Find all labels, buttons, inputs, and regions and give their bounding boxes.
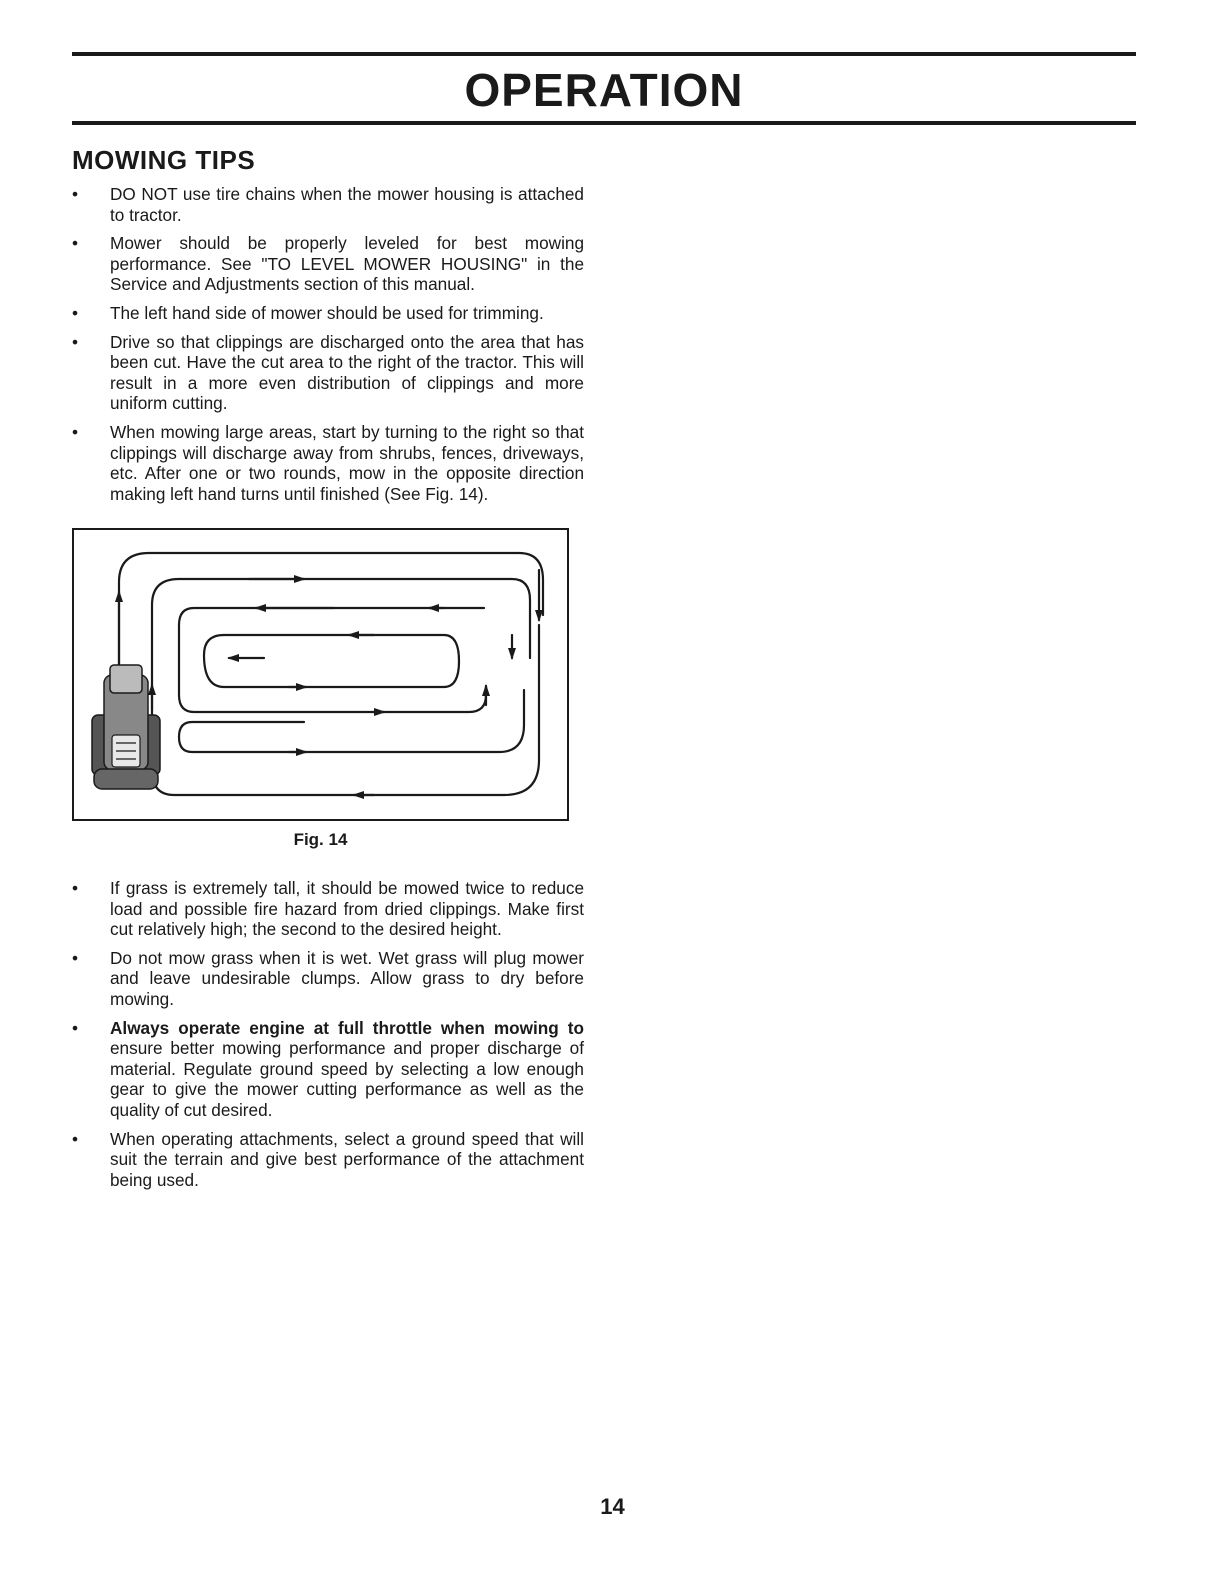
path-lap-2 (152, 579, 530, 710)
list-item-text: Mower should be properly leveled for best mowing performance. See "TO LEVEL MOWER HOUSING" in the Service and Adjustments section of this manual. (110, 233, 584, 295)
list-item (72, 303, 584, 324)
list-item-bold: Always operate engine at full throttle when mowing to (110, 1017, 584, 1038)
section-heading: MOWING TIPS (72, 145, 256, 175)
list-item (72, 948, 584, 1010)
bullet-icon: • (72, 302, 79, 323)
path-lap-1 (119, 553, 543, 668)
mowing-pattern-figure (72, 528, 569, 821)
figure-caption: Fig. 14 (293, 830, 348, 849)
bullet-icon: • (72, 184, 79, 204)
bullet-icon: • (72, 1128, 79, 1149)
page-number: 14 (600, 1494, 625, 1519)
tips-list-after (72, 878, 584, 1198)
list-item-text: Drive so that clippings are discharged onto the area that has been cut. Have the cut area to the right of the tractor. This will result in a more even distribution of clippings and more uniform cutting. (110, 331, 584, 414)
path-lap-3 (179, 608, 486, 712)
list-item-text: When mowing large areas, start by turning to the right so that clippings will discharge away from shrubs, fences, driveways, etc. After one or two rounds, mow in the opposite direction making left hand turns until finished (See Fig. 14). (110, 421, 584, 504)
bullet-icon: • (72, 233, 79, 254)
list-item-text: The left hand side of mower should be used for trimming. (110, 302, 544, 323)
list-item-text: Do not mow grass when it is wet. Wet grass will plug mower and leave undesirable clumps. Allow grass to dry before mowing. (110, 947, 584, 1009)
tips-list-before (72, 184, 584, 512)
list-item (72, 1018, 584, 1121)
path-lap-5 (179, 690, 524, 752)
list-item (72, 233, 584, 295)
header-rule-bottom (72, 121, 1136, 125)
list-item-text: DO NOT use tire chains when the mower housing is attached to tractor. (110, 184, 584, 225)
header-rule-top (72, 52, 1136, 56)
list-item-text: If grass is extremely tall, it should be mowed twice to reduce load and possible fire hazard from dried clippings. Make first cut relatively high; the second to the desired height. (110, 878, 584, 940)
bullet-icon: • (72, 331, 79, 352)
page-title: OPERATION (464, 64, 744, 116)
mowing-pattern-diagram (74, 530, 571, 823)
bullet-icon: • (72, 878, 79, 898)
path-lap-4 (204, 635, 459, 687)
list-item-text: ensure better mowing performance and proper discharge of material. Regulate ground speed by selecting a low enough gear to give the mower cutting performance as well as the quality of cut desired. (110, 1038, 584, 1120)
bullet-icon: • (72, 1017, 79, 1038)
list-item (72, 1129, 584, 1191)
list-item (72, 332, 584, 414)
list-item (72, 878, 584, 940)
path-lap-6 (152, 625, 539, 795)
list-item (72, 184, 584, 225)
list-item-text: When operating attachments, select a ground speed that will suit the terrain and give best performance of the attachment being used. (110, 1128, 584, 1190)
bullet-icon: • (72, 421, 79, 442)
list-item (72, 422, 584, 504)
tractor-icon (92, 665, 160, 789)
bullet-icon: • (72, 947, 79, 968)
